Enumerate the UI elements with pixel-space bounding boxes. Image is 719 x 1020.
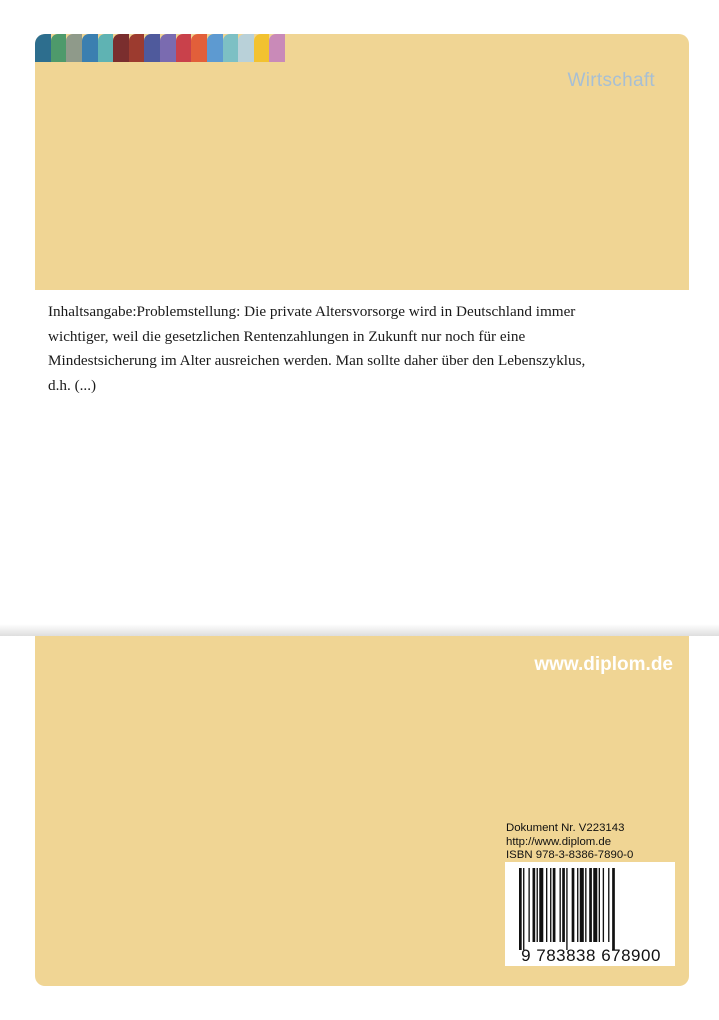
barcode-bar [603, 868, 604, 942]
barcode-bar [550, 868, 551, 942]
divider-shadow [0, 624, 719, 636]
cover-bottom-panel [35, 636, 689, 986]
color-stripe [160, 34, 176, 62]
color-stripe [35, 34, 51, 62]
publication-meta [506, 822, 633, 863]
barcode-bar [562, 868, 565, 942]
color-stripe [113, 34, 129, 62]
barcode-graphic [505, 862, 675, 966]
color-stripes [35, 34, 285, 62]
color-stripe [191, 34, 207, 62]
color-stripe [254, 34, 270, 62]
abstract-text: Inhaltsangabe:Problemstellung: Die private Altersvorsorge wird in Deutschland immer wichtiger, weil die gesetzlichen Rentenzahlungen in Zukunft nur noch für eine Mindestsicherung im Alter ausreichen werden. Man sollte daher über den Lebenszyklus, d.h. (...) [48, 303, 586, 394]
color-stripe [207, 34, 223, 62]
barcode-digits: 9 783838 678900 [521, 946, 661, 965]
barcode-bar [546, 868, 547, 942]
document-number: Dokument Nr. V223143 [506, 822, 625, 834]
color-stripe [223, 34, 239, 62]
barcode-bar [593, 868, 597, 942]
barcode-bar [528, 868, 529, 942]
color-stripe [269, 34, 285, 62]
color-stripe [51, 34, 67, 62]
isbn: ISBN 978-3-8386-7890-0 [506, 849, 634, 861]
publisher-url[interactable]: www.diplom.de [534, 654, 673, 675]
barcode-bar [523, 868, 524, 950]
color-stripe [129, 34, 145, 62]
barcode-bar [537, 868, 538, 942]
barcode-bar [585, 868, 586, 942]
category-label: Wirtschaft [567, 70, 655, 91]
publisher-link[interactable]: http://www.diplom.de [506, 835, 612, 848]
barcode-bar [608, 868, 609, 942]
barcode-bar [560, 868, 561, 942]
barcode-bar [599, 868, 600, 942]
color-stripe [144, 34, 160, 62]
color-stripe [82, 34, 98, 62]
barcode [505, 862, 675, 966]
barcode-bar [589, 868, 592, 942]
barcode-bar [553, 868, 556, 942]
barcode-bar [612, 868, 615, 950]
color-stripe [66, 34, 82, 62]
color-stripe [238, 34, 254, 62]
barcode-bar [539, 868, 543, 942]
barcode-bar [519, 868, 522, 950]
barcode-bar [533, 868, 536, 942]
barcode-bar [566, 868, 567, 950]
barcode-bar [577, 868, 578, 942]
color-stripe [176, 34, 192, 62]
barcode-bar [580, 868, 584, 942]
cover-top-panel [35, 34, 689, 290]
barcode-bar [572, 868, 575, 942]
color-stripe [98, 34, 114, 62]
